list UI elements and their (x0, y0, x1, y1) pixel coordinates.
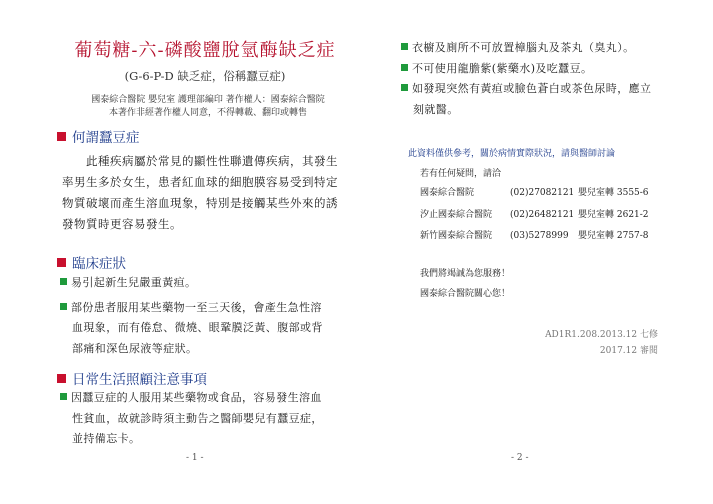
disclaimer-notice: 此資料僅供參考，關於病情實際狀況，請與醫師討論 (408, 149, 616, 159)
contact-phone: (02)27082121 (510, 188, 575, 198)
bullet-continuation: 並持備忘卡。 (72, 432, 141, 445)
closing-line-care: 國泰綜合醫院關心您！ (420, 289, 511, 299)
precautions-list (401, 38, 701, 120)
inquiry-text: 若有任何疑問，請洽 (420, 169, 502, 179)
section-heading-symptoms (57, 252, 126, 272)
red-square-icon (57, 374, 66, 383)
list-item (60, 273, 355, 294)
page-number-right: - 2 - (511, 453, 529, 463)
green-square-icon (401, 84, 408, 91)
list-item (401, 79, 701, 120)
list-item (401, 38, 701, 59)
bullet-text: 部份患者服用某些藥物一至三天後，會產生急性溶 (71, 300, 322, 314)
bullet-text: 不可使用龍膽紫(紫藥水)及吃蠶豆。 (412, 61, 593, 75)
section-heading-label: 臨床症狀 (72, 256, 126, 272)
daily-care-list (60, 388, 355, 450)
publisher-line-2: 本著作非經著作權人同意，不得轉載、翻印或轉售 (108, 108, 307, 118)
contact-phone: (02)26482121 (510, 210, 575, 220)
bullet-text: 如發現突然有黃疸或臉色蒼白或茶色尿時，應立 (412, 82, 652, 95)
red-square-icon (57, 258, 66, 267)
section-heading-what-is (57, 126, 140, 146)
contact-extension: 嬰兒室轉 2757-8 (578, 231, 649, 241)
contact-row (420, 228, 680, 241)
green-square-icon (401, 64, 408, 71)
list-item (401, 59, 701, 80)
green-square-icon (401, 43, 408, 50)
bullet-text: 易引起新生兒嚴重黃疸。 (71, 276, 197, 289)
paragraph-line: 率男生多於女生，患者紅血球的細胞膜容易受到特定 (62, 175, 338, 189)
bullet-continuation: 性貧血，故就診時須主動告之醫師嬰兒有蠶豆症， (72, 411, 323, 425)
red-square-icon (57, 132, 66, 141)
list-item (60, 298, 355, 360)
contact-extension: 嬰兒室轉 2621-2 (578, 210, 649, 220)
bullet-continuation: 血現象，而有倦怠、微燒、眼鞏膜泛黃、腹部或背 (72, 321, 323, 334)
contact-extension: 嬰兒室轉 3555-6 (578, 188, 649, 198)
contact-phone: (03)5278999 (510, 231, 569, 241)
paragraph-line: 此種疾病屬於常見的顯性性聯遺傳疾病，其發生 (86, 154, 338, 168)
section-heading-daily-care (57, 368, 207, 388)
document-title: 葡萄糖-六-磷酸鹽脫氫酶缺乏症 (74, 40, 336, 61)
contact-hospital: 國泰綜合醫院 (420, 188, 475, 198)
green-square-icon (60, 278, 67, 285)
bullet-text: 因蠶豆症的人服用某些藥物或食品，容易發生溶血 (71, 391, 322, 404)
contact-row (420, 185, 680, 198)
bullet-text: 衣櫥及廁所不可放置樟腦丸及茶丸（臭丸）。 (412, 41, 635, 54)
paragraph-line: 物質破壞而產生溶血現象，特別是接觸某些外來的誘 (62, 196, 338, 210)
paragraph-line: 發物質時更容易發生。 (62, 217, 182, 231)
section-heading-label: 日常生活照顧注意事項 (72, 372, 207, 388)
contact-row (420, 207, 680, 220)
section-what-is-body (62, 151, 352, 235)
contact-hospital: 汐止國泰綜合醫院 (420, 210, 493, 220)
closing-line-service: 我們將竭誠為您服務！ (420, 269, 511, 279)
bullet-continuation: 刻就醫。 (413, 102, 459, 116)
publisher-line-1: 國泰綜合醫院 嬰兒室 護理部編印 著作權人：國泰綜合醫院 (91, 95, 325, 105)
green-square-icon (60, 393, 67, 400)
list-item (60, 388, 355, 450)
symptoms-list (60, 273, 355, 359)
publisher-info (58, 94, 358, 120)
bullet-continuation: 部痛和深色尿液等症狀。 (72, 341, 198, 355)
section-heading-label: 何謂蠶豆症 (72, 130, 140, 146)
document-id: AD1R1.208.2013.12 七修 (545, 330, 658, 340)
contact-hospital: 新竹國泰綜合醫院 (420, 231, 493, 241)
page-number-left: - 1 - (186, 453, 204, 463)
document-review-date: 2017.12 審閱 (599, 346, 658, 356)
document-subtitle: (G-6-P-D 缺乏症，俗稱蠶豆症) (124, 69, 286, 83)
green-square-icon (60, 303, 67, 310)
